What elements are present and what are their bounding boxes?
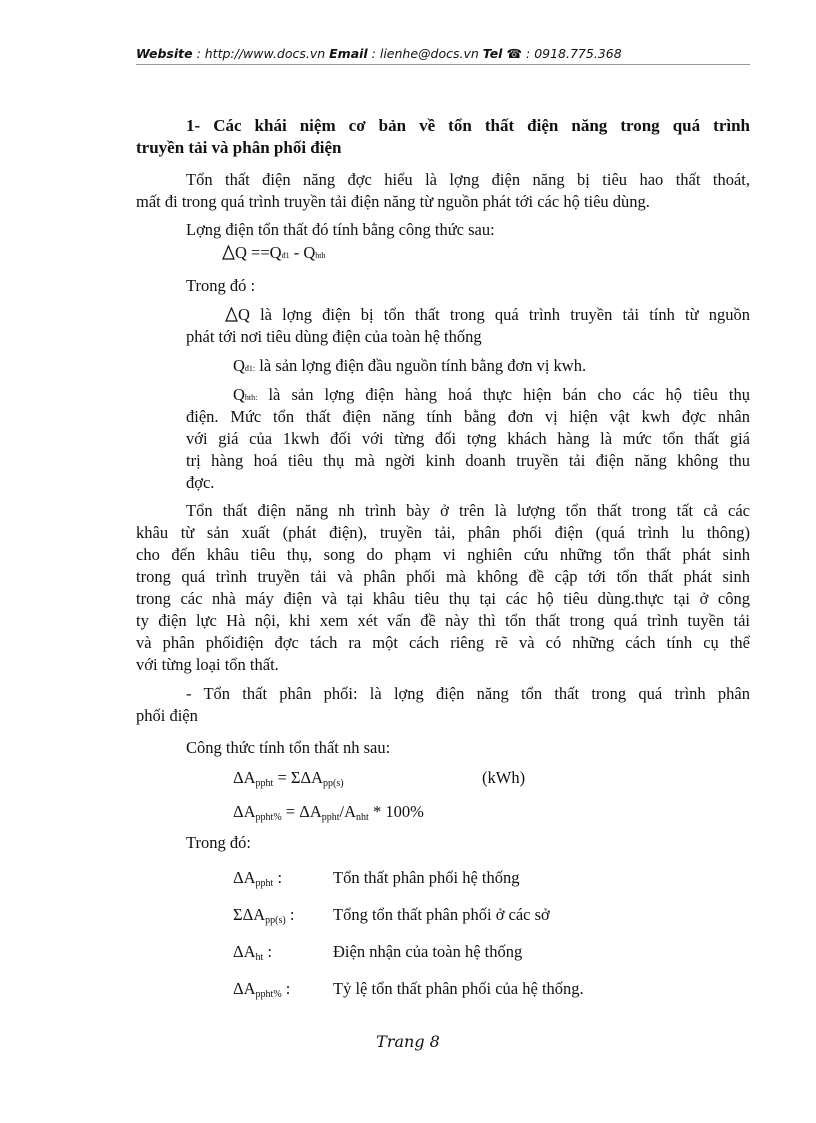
sigma-delta-icon: ΣΔ	[233, 905, 254, 924]
paragraph-3-line2: khâu từ sản xuất (phát điện), truyền tải, phân phối điện (quá trình lu thông)	[136, 523, 750, 542]
tel-number: : 0918.775.368	[522, 46, 622, 61]
email-label: Email	[329, 46, 368, 61]
term-description-ppht: Tổn thất phân phối hệ thống	[333, 868, 520, 887]
formula-ppht: $\Delta A_{ppht} = \Sigma\Delta A_{pp(s)}$	[233, 768, 344, 789]
delta-symbol-icon: Δ	[233, 979, 244, 998]
term-symbol-ppht: $\Delta A_{ppht}$ :	[233, 868, 283, 889]
paragraph-3-line3: cho đến khâu tiêu thụ, song do phạm vi nghiên cứu những tổn thất phát sinh	[136, 545, 750, 564]
delta-symbol-icon: Δ	[233, 868, 244, 887]
page-header	[136, 46, 750, 61]
paragraph-3-line6: ty điện lực Hà nội, khi xem xét vấn đề này thì tổn thất trong quá trình tuyền tải	[136, 611, 750, 630]
formula-ppht-percent: $\Delta A_{ppht\%} = \Delta A_{ppht}/A_{nht} * 100\%$	[233, 802, 424, 823]
paragraph-2-line1: Lợng điện tổn thất đó tính bằng công thức sau:	[186, 220, 495, 239]
paragraph-3-line8: với từng loại tổn thất.	[136, 655, 279, 674]
website-label: Website	[136, 46, 193, 61]
paragraph-4-line1: - Tổn thất phân phối: là lợng điện năng tổn thất trong quá trình phân	[186, 684, 750, 703]
delta-symbol-icon: Δ	[233, 942, 244, 961]
qhth-definition-line1: Qhth: là sản lợng điện hàng hoá thực hiện bán cho các hộ tiêu thụ	[233, 385, 750, 404]
website-url[interactable]: : http://www.docs.vn	[192, 46, 330, 61]
delta-symbol-icon	[225, 307, 238, 322]
formula-delta-q: Q ==Qđ1 - Qhth	[222, 242, 325, 267]
term-symbol-ht: $\Delta A_{ht}$ :	[233, 942, 273, 963]
formula-unit: (kWh)	[482, 768, 526, 787]
paragraph-3-line7: và phân phốiđiện đợc tách ra một cách riêng rẽ và có những cách tính cụ thể	[136, 633, 750, 652]
section-heading-line1: 1- Các khái niệm cơ bản về tổn thất điện năng trong quá trình	[186, 116, 750, 135]
term-description-pps: Tổng tổn thất phân phối ở các sở	[333, 905, 550, 924]
delta-symbol-icon: Δ	[233, 768, 244, 787]
trong-do-label-1: Trong đó :	[186, 276, 256, 295]
phone-icon: ☎	[506, 46, 523, 61]
delta-symbol-icon	[222, 245, 235, 260]
qhth-definition-line4: trị hàng hoá tiêu thụ mà ngời kinh doanh truyền tải điện năng không thu	[186, 451, 750, 470]
delta-q-definition-line2: phát tới nơi tiêu dùng điện của toàn hệ thống	[186, 327, 482, 346]
trong-do-label-2: Trong đó:	[186, 833, 251, 852]
sigma-delta-icon: ΣΔ	[290, 768, 312, 787]
qhth-definition-line2: điện. Mức tổn thất điện năng tính bằng đơn vị hiện vật kwh đợc nhân	[186, 407, 750, 426]
section-heading-line2: truyền tải và phân phối điện	[136, 138, 342, 157]
delta-symbol-icon: Δ	[299, 802, 310, 821]
paragraph-1-line1: Tổn thất điện năng đợc hiểu là lợng điện năng bị tiêu hao thất thoát,	[186, 170, 750, 189]
tel-label: Tel	[482, 46, 503, 61]
qhth-definition-line3: với giá của 1kwh đối với từng đối tợng khách hàng là mức tổn thất giá	[186, 429, 750, 448]
term-symbol-pps: $\Sigma\Delta A_{pp(s)}$ :	[233, 905, 295, 926]
paragraph-4-line2: phối điện	[136, 706, 198, 725]
delta-symbol-icon: Δ	[233, 802, 244, 821]
paragraph-1-line2: mất đi trong quá trình truyền tải điện năng từ nguồn phát tới các hộ tiêu dùng.	[136, 192, 650, 211]
qd1-definition: Qđ1: là sản lợng điện đầu nguồn tính bằng đơn vị kwh.	[233, 356, 587, 375]
qhth-definition-line5: đợc.	[186, 473, 215, 492]
email-address[interactable]: : lienhe@docs.vn	[367, 46, 483, 61]
delta-q-definition-line1: Q là lợng điện bị tổn thất trong quá trình truyền tải tính từ nguồn	[225, 304, 750, 326]
paragraph-3-line1: Tổn thất điện năng nh trình bày ở trên là lượng tổn thất trong tất cả các	[186, 501, 750, 520]
paragraph-3-line4: trong quá trình truyền tải và phân phối mà không đề cập tới tổn thất phát sinh	[136, 567, 750, 586]
formula-intro: Công thức tính tổn thất nh sau:	[186, 738, 391, 757]
paragraph-3-line5: trong các nhà máy điện và tại khâu tiêu thụ tại các hộ tiêu dùng.thực tại ở công	[136, 589, 750, 608]
header-divider	[136, 64, 750, 65]
term-symbol-ppht-percent: $\Delta A_{ppht\%}$ :	[233, 979, 291, 1000]
page-number: Trang 8	[376, 1032, 440, 1051]
term-description-ppht-percent: Tỷ lệ tổn thất phân phối của hệ thống.	[333, 979, 584, 998]
term-description-ht: Điện nhận của toàn hệ thống	[333, 942, 523, 961]
